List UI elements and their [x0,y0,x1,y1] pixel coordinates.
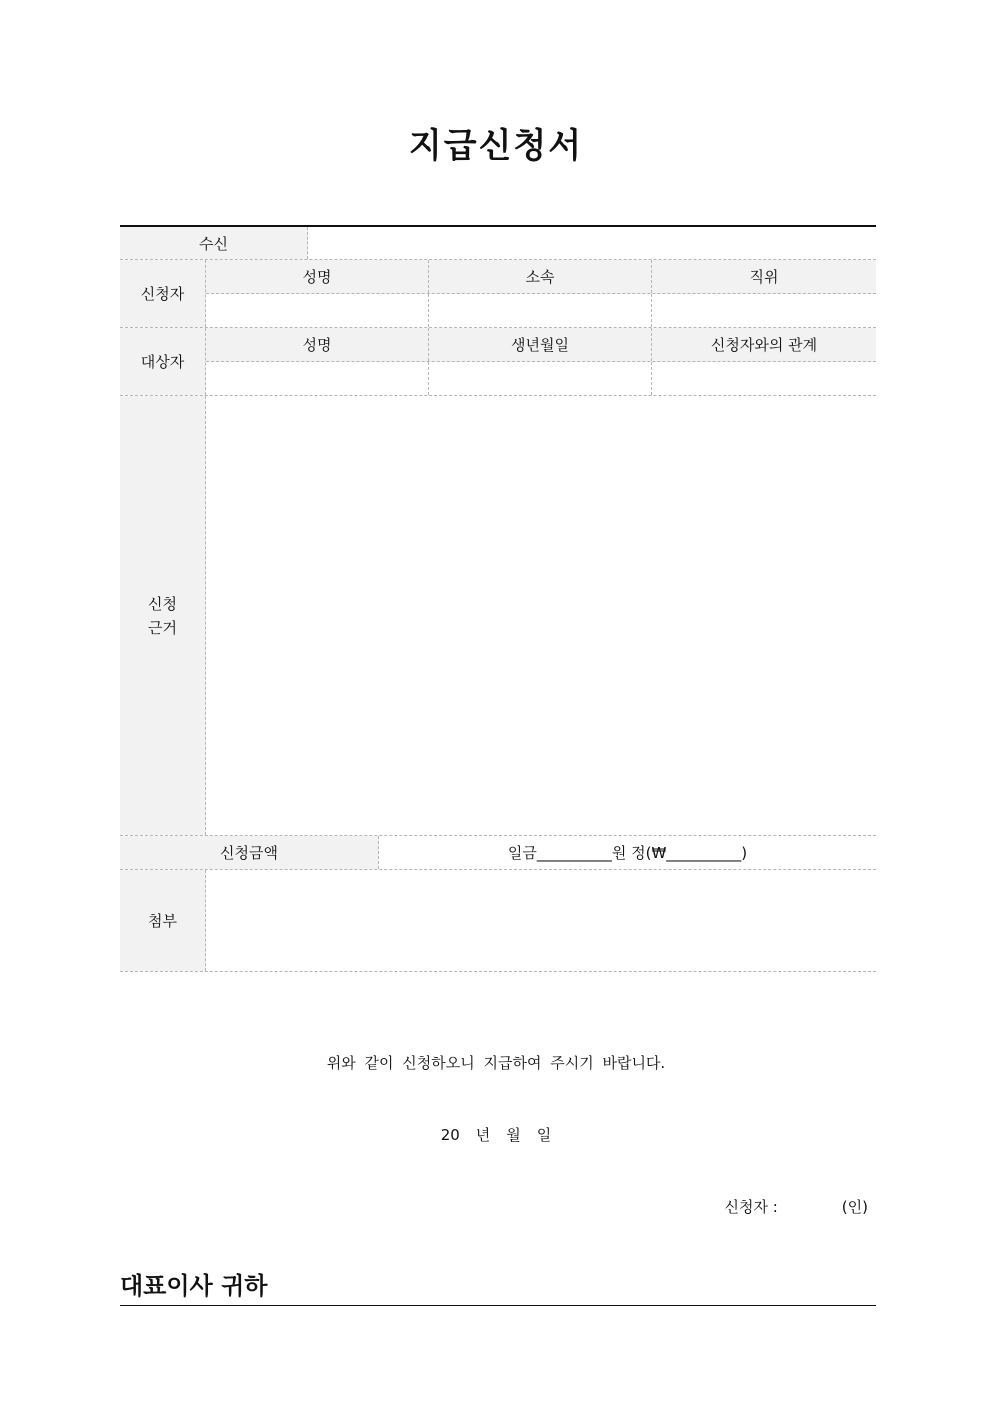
applicant-header-row [206,260,876,294]
amount-field[interactable]: 일금__________원 정(₩__________) [507,844,748,862]
target-name-field[interactable] [206,362,429,395]
applicant-position-header: 직위 [749,268,779,286]
basis-row [120,396,876,836]
target-birthdate-field[interactable] [429,362,652,395]
date-year-unit: 년 [475,1126,491,1144]
target-header-row [206,328,876,362]
applicant-name-header: 성명 [206,260,429,293]
applicant-label: 신청자 [120,260,206,327]
recipient-row [120,227,876,260]
basis-label-line2: 근거 [148,618,177,637]
recipient-label: 수신 [120,227,308,259]
applicant-dept-header: 소속 [429,260,652,293]
target-name-header: 성명 [206,328,429,361]
amount-label: 신청금액 [120,836,379,869]
attachment-row [120,870,876,972]
date-year: 20 [440,1126,460,1144]
seal-mark: (인) [841,1198,868,1216]
attachment-label: 첨부 [120,870,206,971]
recipient-field[interactable] [308,227,876,259]
target-label: 대상자 [120,328,206,395]
request-statement: 위와 같이 신청하오니 지급하여 주시기 바랍니다. [326,1054,666,1072]
date-line [0,1124,992,1145]
target-relation-field[interactable] [652,362,876,395]
application-form [120,225,876,972]
date-day-unit: 일 [536,1126,552,1144]
date-month-unit: 월 [506,1126,521,1144]
applicant-position-field[interactable] [652,294,876,327]
signature-label: 신청자 : [724,1198,778,1216]
applicant-dept-field[interactable] [429,294,652,327]
basis-label-line1: 신청 [148,594,177,613]
target-relation-header: 신청자와의 관계 [710,336,818,354]
document-title: 지급신청서 [408,126,584,166]
addressee: 대표이사 귀하 [120,1266,876,1306]
target-value-row [206,362,876,395]
target-section [120,328,876,396]
attachment-field[interactable] [206,870,876,971]
signature-line [725,1196,869,1217]
applicant-section [120,260,876,328]
basis-field[interactable] [206,396,876,835]
amount-row [120,836,876,870]
applicant-name-field[interactable] [206,294,429,327]
target-birthdate-header: 생년월일 [429,328,652,361]
applicant-value-row [206,294,876,327]
basis-label [120,396,206,835]
